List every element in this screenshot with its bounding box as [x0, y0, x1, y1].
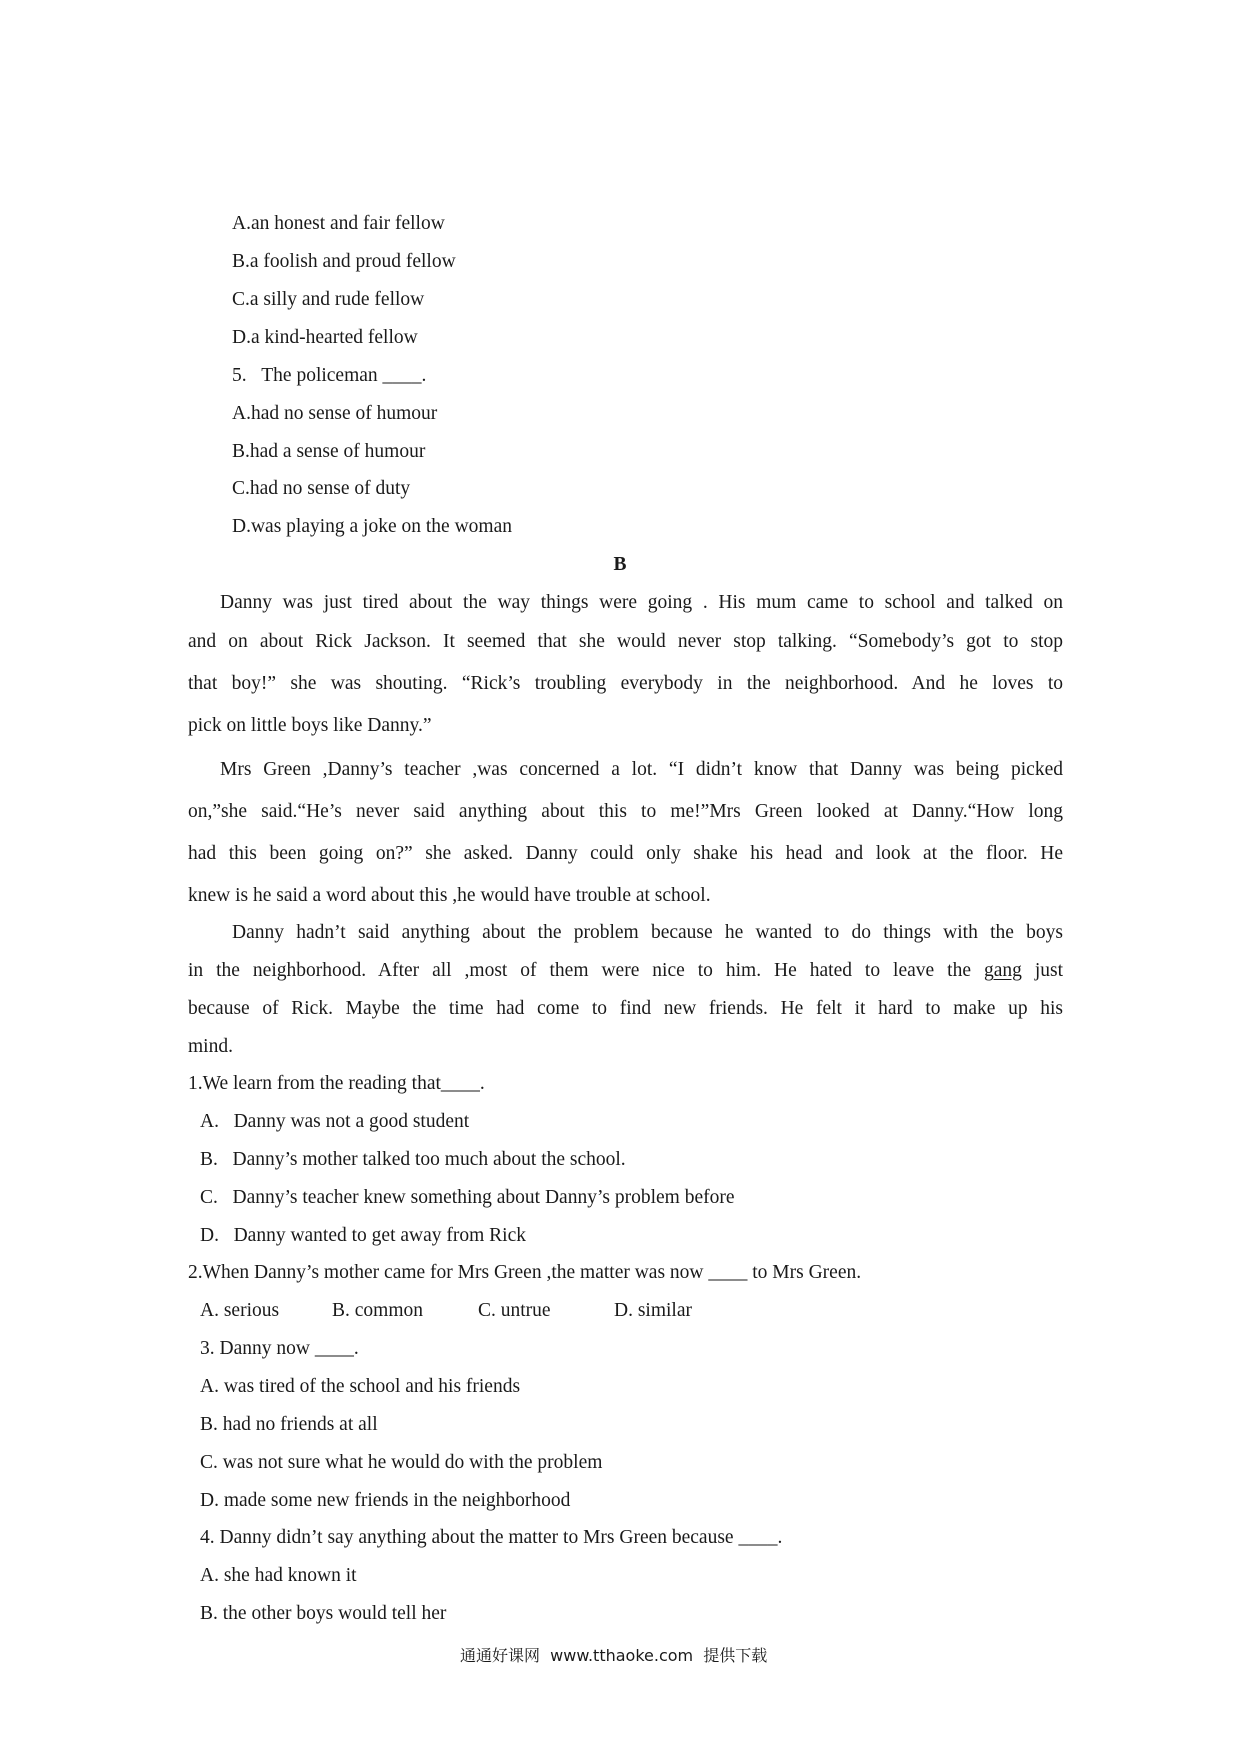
p3-line-4: mind.	[188, 1036, 233, 1057]
q3-option-a: A. was tired of the school and his friends	[200, 1376, 521, 1397]
q2-option-d: D. similar	[614, 1300, 692, 1321]
q3-option-b: B. had no friends at all	[200, 1414, 378, 1435]
q5-stem: 5. The policeman ____.	[232, 365, 427, 386]
p3-line-2	[188, 961, 1063, 981]
q3-option-d: D. made some new friends in the neighborhood	[200, 1490, 571, 1511]
q1-option-d: D. Danny wanted to get away from Rick	[200, 1225, 526, 1246]
q3-stem: 3. Danny now ____.	[200, 1338, 359, 1359]
p3-line-2-after: just	[1034, 960, 1064, 981]
q2-stem: 2.When Danny’s mother came for Mrs Green ,the matter was now ____ to Mrs Green.	[188, 1262, 862, 1283]
p1-line-4: pick on little boys like Danny.”	[188, 715, 432, 736]
p3-line-1: Danny hadn’t said anything about the problem because he wanted to do things with the boys	[232, 922, 1063, 943]
p2-line-1: Mrs Green ,Danny’s teacher ,was concerned a lot. “I didn’t know that Danny was being picked	[220, 759, 1063, 780]
q4-option-a: A. she had known it	[200, 1565, 357, 1586]
q2-option-b: B. common	[332, 1300, 423, 1321]
q5-option-c: C.had no sense of duty	[232, 478, 411, 499]
q5-option-a: A.had no sense of humour	[232, 403, 438, 424]
q2-option-a: A. serious	[200, 1300, 280, 1321]
page-footer: 通通好课网 www.tthaoke.com 提供下载	[460, 1646, 768, 1665]
q1-stem: 1.We learn from the reading that____.	[188, 1073, 485, 1094]
q4-option-a: A.an honest and fair fellow	[232, 213, 445, 234]
q1-option-b: B. Danny’s mother talked too much about the school.	[200, 1149, 626, 1170]
q1-option-c: C. Danny’s teacher knew something about Danny’s problem before	[200, 1187, 735, 1208]
p3-line-3: because of Rick. Maybe the time had come to find new friends. He felt it hard to make up his	[188, 998, 1063, 1019]
p2-line-2: on,”she said.“He’s never said anything about this to me!”Mrs Green looked at Danny.“How long	[188, 801, 1063, 822]
q1-option-a: A. Danny was not a good student	[200, 1111, 470, 1132]
q2-option-c: C. untrue	[478, 1300, 551, 1321]
q5-option-b: B.had a sense of humour	[232, 441, 426, 462]
p2-line-4: knew is he said a word about this ,he would have trouble at school.	[188, 885, 711, 906]
q4-option-d: D.a kind-hearted fellow	[232, 327, 418, 348]
p3-line-2-before: in the neighborhood. After all ,most of them were nice to him. He hated to leave the	[188, 960, 971, 981]
q3-option-c: C. was not sure what he would do with the problem	[200, 1452, 603, 1473]
p1-line-1: Danny was just tired about the way things were going . His mum came to school and talked on	[220, 592, 1063, 613]
q4-stem: 4. Danny didn’t say anything about the matter to Mrs Green because ____.	[200, 1527, 783, 1548]
p1-line-3: that boy!” she was shouting. “Rick’s troubling everybody in the neighborhood. And he loves to	[188, 673, 1063, 694]
p1-line-2: and on about Rick Jackson. It seemed that she would never stop talking. “Somebody’s got to stop	[188, 631, 1063, 652]
q5-option-d: D.was playing a joke on the woman	[232, 516, 512, 537]
p2-line-3: had this been going on?” she asked. Danny could only shake his head and look at the floor. He	[188, 843, 1063, 864]
underlined-word-gang: gang	[983, 960, 1022, 981]
q4-option-b: B. the other boys would tell her	[200, 1603, 447, 1624]
q4-option-b: B.a foolish and proud fellow	[232, 251, 456, 272]
section-b-heading: B	[613, 554, 627, 575]
q4-option-c: C.a silly and rude fellow	[232, 289, 425, 310]
